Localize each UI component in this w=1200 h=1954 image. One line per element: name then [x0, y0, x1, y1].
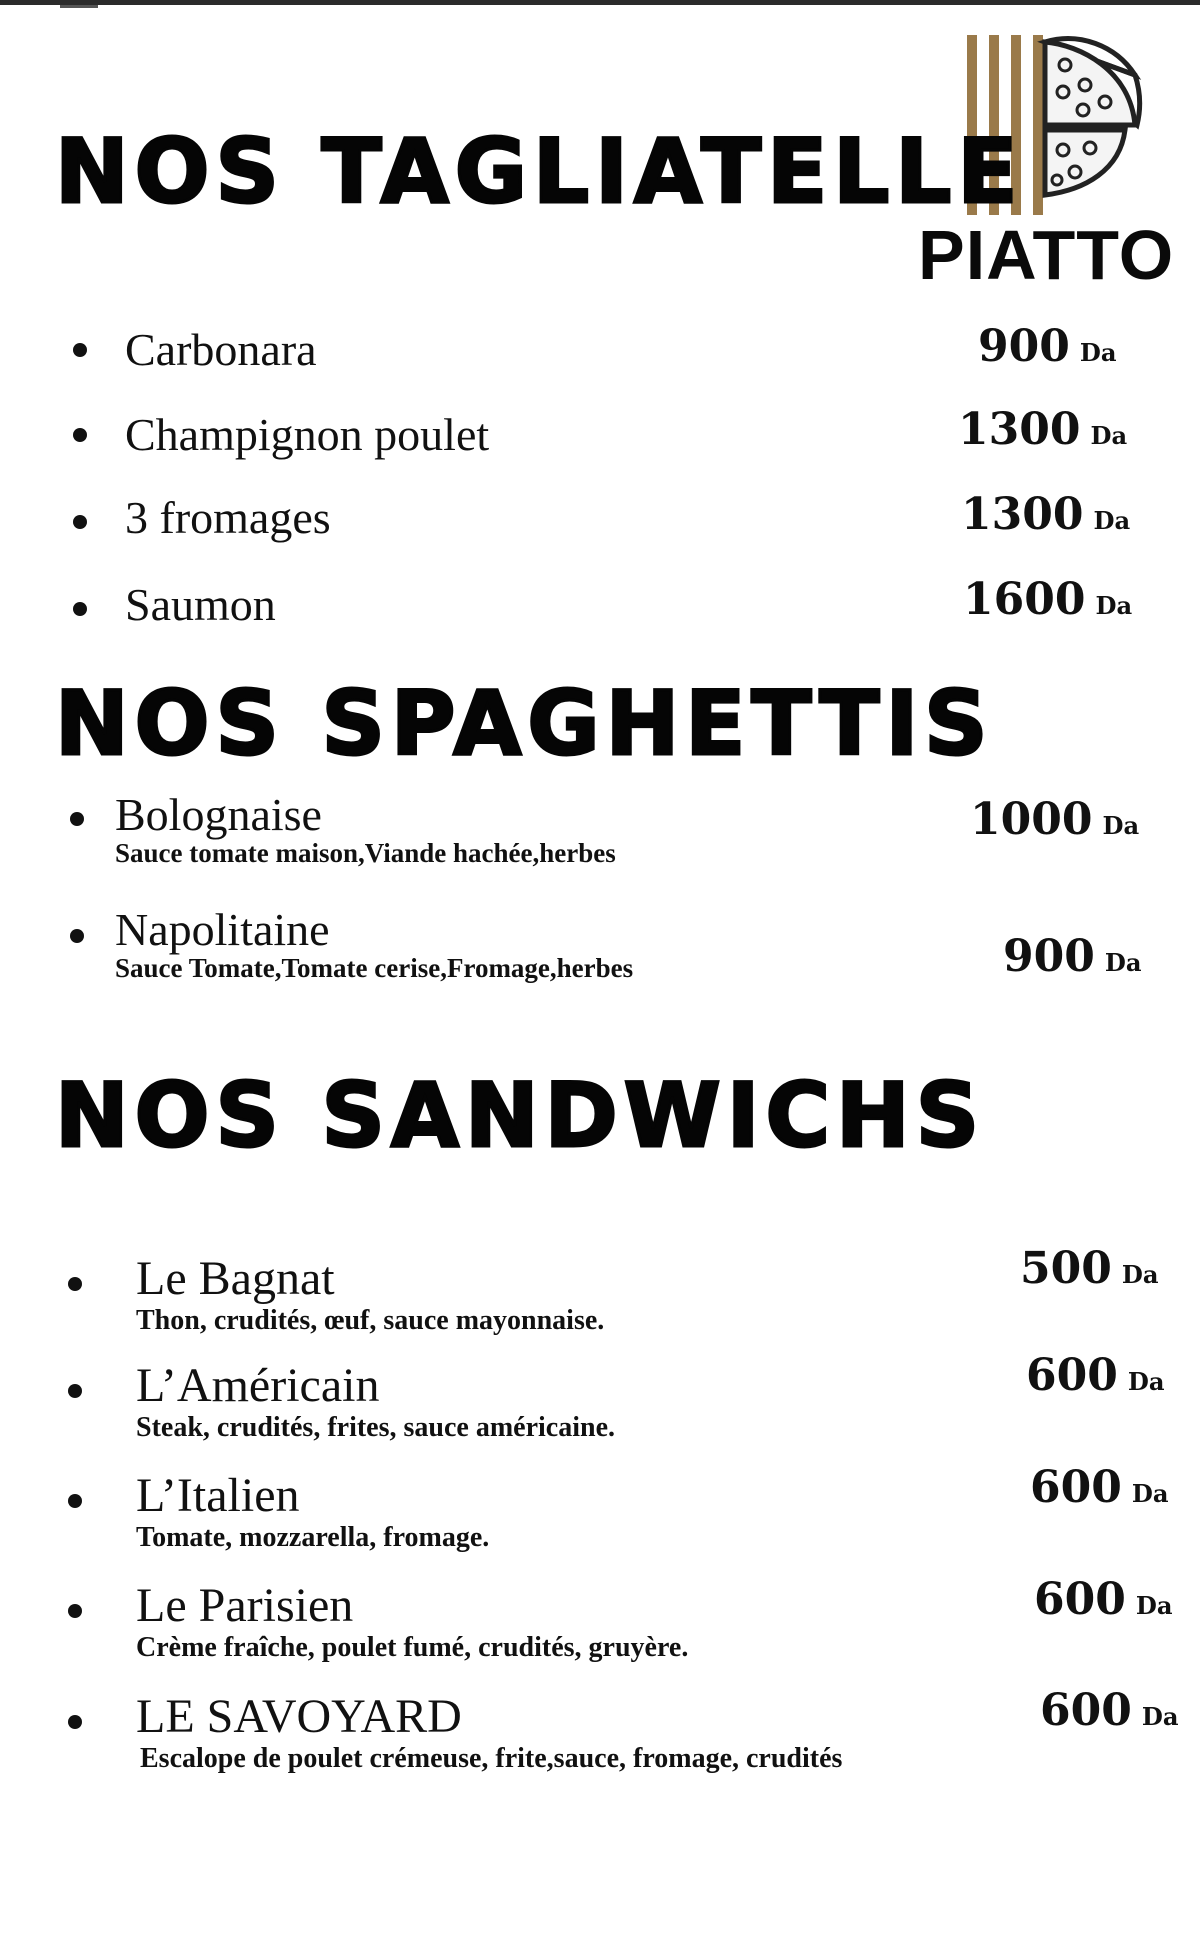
bullet-icon	[73, 602, 87, 616]
section-title-spaghettis: NOS SPAGHETTIS	[55, 672, 994, 775]
item-name: Le Parisien	[136, 1579, 354, 1632]
bullet-icon	[68, 1494, 82, 1508]
bullet-icon	[68, 1715, 82, 1729]
item-price: 1300 Da	[961, 489, 1131, 540]
item-name: L’Italien	[136, 1469, 300, 1522]
item-description: Steak, crudités, frites, sauce américaine.	[136, 1412, 615, 1443]
item-name: Napolitaine	[115, 904, 330, 955]
top-edge-line	[0, 0, 1200, 5]
item-price: 600 Da	[1026, 1350, 1165, 1401]
item-name: Le Bagnat	[136, 1252, 335, 1305]
section-title-tagliatelle: NOS TAGLIATELLE	[55, 120, 1024, 223]
item-name: Carbonara	[125, 324, 317, 375]
item-description: Tomate, mozzarella, fromage.	[136, 1522, 490, 1553]
item-name: L’Américain	[136, 1359, 380, 1412]
item-name: 3 fromages	[125, 492, 331, 543]
item-price: 1000 Da	[970, 794, 1140, 845]
item-price: 1600 Da	[963, 574, 1133, 625]
item-description: Sauce tomate maison,Viande hachée,herbes	[115, 838, 616, 868]
bullet-icon	[73, 515, 87, 529]
item-price: 500 Da	[1020, 1243, 1159, 1294]
item-name: Saumon	[125, 579, 276, 630]
item-name: Bolognaise	[115, 789, 322, 840]
item-description: Sauce Tomate,Tomate cerise,Fromage,herbes	[115, 953, 634, 983]
item-name: LE SAVOYARD	[136, 1690, 462, 1743]
bullet-icon	[73, 428, 87, 442]
item-price: 600 Da	[1040, 1685, 1179, 1736]
item-price: 900 Da	[978, 321, 1117, 372]
bullet-icon	[70, 812, 84, 826]
item-description: Thon, crudités, œuf, sauce mayonnaise.	[136, 1305, 605, 1336]
bullet-icon	[73, 343, 87, 357]
item-name: Champignon poulet	[125, 409, 490, 460]
bullet-icon	[68, 1277, 82, 1291]
item-price: 600 Da	[1030, 1462, 1169, 1513]
item-description: Crème fraîche, poulet fumé, crudités, gruyère.	[136, 1632, 689, 1663]
item-price: 600 Da	[1034, 1574, 1173, 1625]
bullet-icon	[70, 929, 84, 943]
item-description: Escalope de poulet crémeuse, frite,sauce, fromage, crudités	[140, 1743, 843, 1774]
section-title-sandwichs: NOS SANDWICHS	[55, 1064, 986, 1167]
item-price: 1300 Da	[958, 404, 1128, 455]
bullet-icon	[68, 1604, 82, 1618]
top-edge-tick	[60, 5, 98, 8]
bullet-icon	[68, 1384, 82, 1398]
brand-name: PIATTO	[918, 216, 1175, 294]
item-price: 900 Da	[1003, 931, 1142, 982]
